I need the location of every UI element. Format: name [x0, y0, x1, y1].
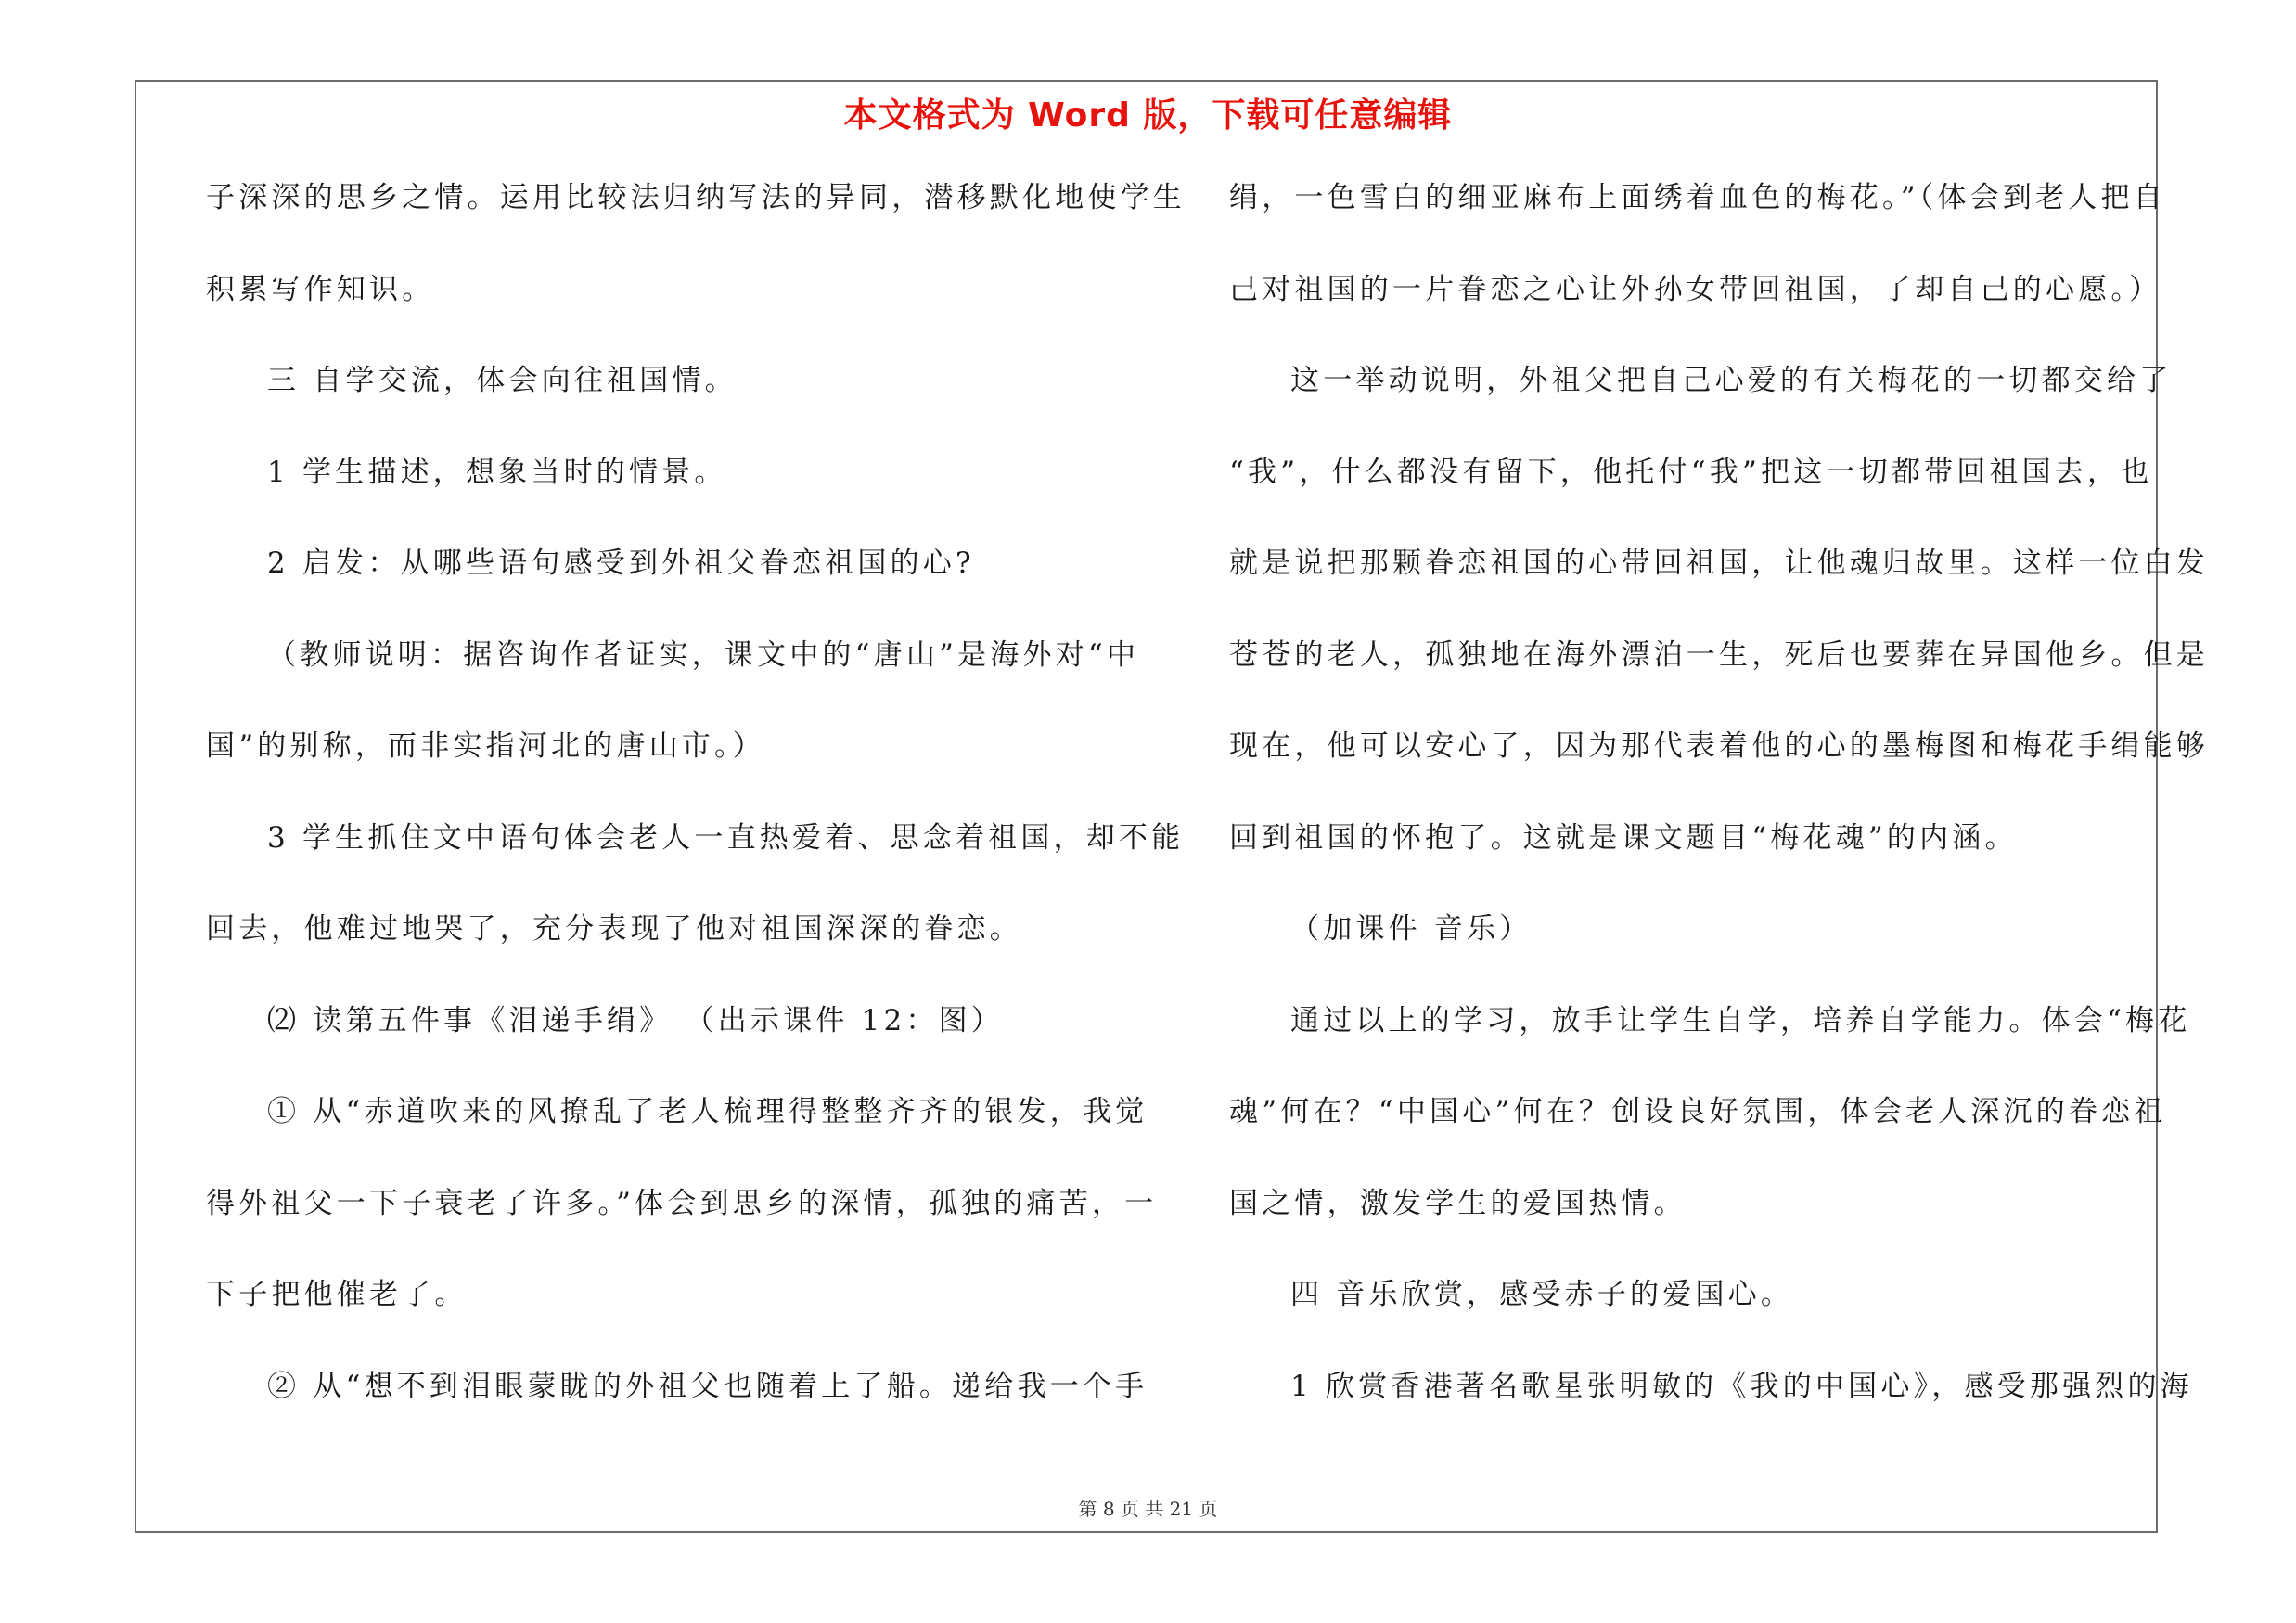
text-line: 3 学生抓住文中语句体会老人一直热爱着、思念着祖国，却不能: [267, 820, 1185, 855]
text-line: 得外祖父一下子衰老了许多。”体会到思乡的深情，孤独的痛苦，一: [206, 1186, 1158, 1220]
text-line: 下子把他催老了。: [206, 1278, 468, 1311]
text-line: 回去，他难过地哭了，充分表现了他对祖国深深的眷恋。: [206, 912, 1022, 946]
text-line: 子深深的思乡之情。运用比较法归纳写法的异同，潜移默化地使学生: [206, 181, 1186, 214]
text-line: 苍苍的老人，孤独地在海外漂泊一生，死后也要葬在异国他乡。但是: [1229, 638, 2209, 672]
text-line: ① 从“赤道吹来的风撩乱了老人梳理得整整齐齐的银发，我觉: [267, 1095, 1148, 1128]
right-text-column: [1229, 181, 2209, 1462]
text-line: 魂”何在？“中国心”何在？创设良好氛围，体会老人深沉的眷恋祖: [1229, 1095, 2167, 1128]
text-line: 2 启发：从哪些语句感受到外祖父眷恋祖国的心?: [267, 547, 975, 580]
text-line: （加课件 音乐）: [1290, 912, 1533, 946]
text-line: 1 欣赏香港著名歌星张明敏的《我的中国心》，感受那强烈的海: [1290, 1369, 2193, 1403]
text-line: ⑵ 读第五件事《泪递手绢》 （出示课件 12：图）: [267, 1003, 1005, 1037]
text-line: 现在，他可以安心了，因为那代表着他的心的墨梅图和梅花手绢能够: [1229, 729, 2209, 763]
text-line: （教师说明：据咨询作者证实，课文中的“唐山”是海外对“中: [267, 638, 1140, 672]
text-line: 1 学生描述，想象当时的情景。: [267, 455, 727, 489]
text-line: “我”，什么都没有留下，他托付“我”把这一切都带回祖国去，也: [1229, 455, 2153, 489]
text-line: 四 音乐欣赏，感受赤子的爱国心。: [1290, 1278, 1794, 1311]
text-line: 国之情，激发学生的爱国热情。: [1229, 1186, 1687, 1220]
text-line: 这一举动说明，外祖父把自己心爱的有关梅花的一切都交给了: [1290, 364, 2173, 397]
text-line: 就是说把那颗眷恋祖国的心带回祖国，让他魂归故里。这样一位白发: [1229, 547, 2209, 580]
text-line: 三 自学交流，体会向往祖国情。: [267, 364, 738, 397]
text-line: 绢，一色雪白的细亚麻布上面绣着血色的梅花。”（体会到老人把自: [1229, 181, 2166, 214]
text-line: 通过以上的学习，放手让学生自学，培养自学能力。体会“梅花: [1290, 1003, 2191, 1037]
left-text-column: [206, 181, 1186, 1462]
text-line: 己对祖国的一片眷恋之心让外孙女带回祖国，了却自己的心愿。）: [1229, 272, 2162, 306]
page-number-footer: 第 8 页 共 21 页: [1078, 1498, 1218, 1520]
text-line: 回到祖国的怀抱了。这就是课文题目“梅花魂”的内涵。: [1229, 820, 2018, 855]
text-line: 积累写作知识。: [206, 272, 435, 306]
word-format-banner: 本文格式为 Word 版，下载可任意编辑: [843, 97, 1453, 135]
text-line: ② 从“想不到泪眼蒙眬的外祖父也随着上了船。递给我一个手: [267, 1369, 1148, 1403]
text-line: 国”的别称，而非实指河北的唐山市。）: [206, 729, 765, 763]
